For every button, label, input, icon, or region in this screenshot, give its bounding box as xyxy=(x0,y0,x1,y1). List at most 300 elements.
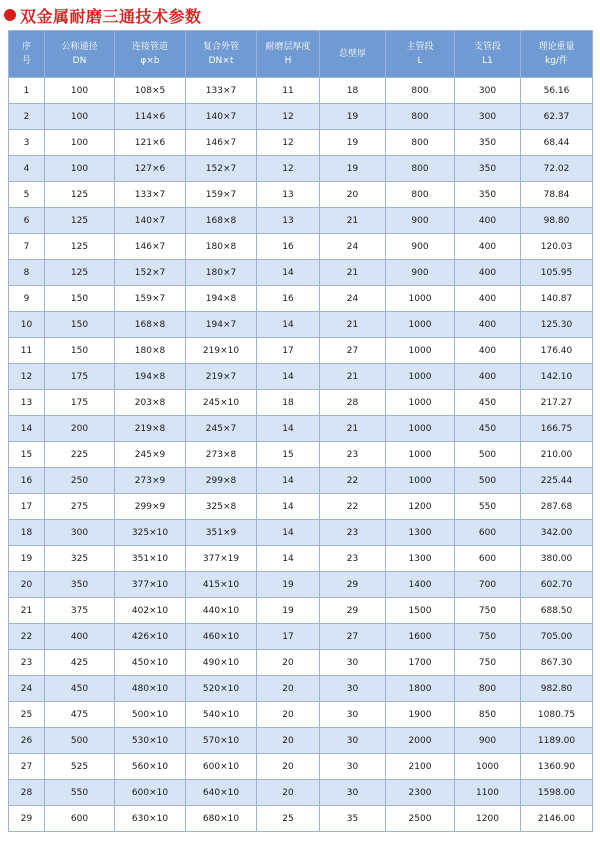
table-cell: 630×10 xyxy=(115,806,186,832)
table-cell: 800 xyxy=(386,156,455,182)
table-cell: 29 xyxy=(9,806,45,832)
table-cell: 275 xyxy=(45,494,115,520)
table-cell: 400 xyxy=(455,364,521,390)
column-header-line1: 复合外管 xyxy=(202,42,239,52)
table-cell: 400 xyxy=(455,234,521,260)
table-cell: 475 xyxy=(45,702,115,728)
table-cell: 2100 xyxy=(386,754,455,780)
table-cell: 125 xyxy=(45,208,115,234)
table-cell: 19 xyxy=(9,546,45,572)
column-header-line2: DN xyxy=(72,56,87,66)
table-cell: 168×8 xyxy=(186,208,257,234)
table-cell: 300 xyxy=(455,78,521,104)
column-header-line1: 主管段 xyxy=(406,42,434,52)
column-header-line1: 序 xyxy=(21,42,31,52)
table-cell: 18 xyxy=(320,78,386,104)
table-cell: 20 xyxy=(257,650,320,676)
table-cell: 1000 xyxy=(386,312,455,338)
table-cell: 299×8 xyxy=(186,468,257,494)
table-cell: 68.44 xyxy=(521,130,593,156)
table-cell: 152×7 xyxy=(186,156,257,182)
column-header-line2: kg/件 xyxy=(545,56,568,66)
column-header xyxy=(320,31,386,78)
table-cell: 900 xyxy=(386,208,455,234)
table-cell: 35 xyxy=(320,806,386,832)
table-row xyxy=(9,806,593,832)
table-row xyxy=(9,598,593,624)
table-cell: 400 xyxy=(455,286,521,312)
table-cell: 12 xyxy=(257,156,320,182)
table-cell: 14 xyxy=(257,260,320,286)
table-cell: 425 xyxy=(45,650,115,676)
table-cell: 520×10 xyxy=(186,676,257,702)
table-cell: 20 xyxy=(257,754,320,780)
table-cell: 19 xyxy=(320,130,386,156)
table-cell: 78.84 xyxy=(521,182,593,208)
table-cell: 250 xyxy=(45,468,115,494)
table-cell: 100 xyxy=(45,78,115,104)
table-cell: 125 xyxy=(45,234,115,260)
table-cell: 1200 xyxy=(455,806,521,832)
table-cell: 28 xyxy=(9,780,45,806)
table-cell: 245×7 xyxy=(186,416,257,442)
table-cell: 121×6 xyxy=(115,130,186,156)
table-cell: 1000 xyxy=(386,468,455,494)
table-row xyxy=(9,104,593,130)
table-cell: 219×7 xyxy=(186,364,257,390)
table-cell: 72.02 xyxy=(521,156,593,182)
table-cell: 21 xyxy=(9,598,45,624)
table-row xyxy=(9,364,593,390)
table-cell: 460×10 xyxy=(186,624,257,650)
table-cell: 98.80 xyxy=(521,208,593,234)
table-cell: 350 xyxy=(455,130,521,156)
table-cell: 14 xyxy=(257,468,320,494)
table-cell: 342.00 xyxy=(521,520,593,546)
table-cell: 380.00 xyxy=(521,546,593,572)
column-header-line1: 支管段 xyxy=(473,42,501,52)
bullet-icon xyxy=(4,9,16,21)
table-cell: 25 xyxy=(257,806,320,832)
table-cell: 105.95 xyxy=(521,260,593,286)
table-cell: 500×10 xyxy=(115,702,186,728)
table-cell: 450 xyxy=(455,416,521,442)
table-cell: 800 xyxy=(386,78,455,104)
table-cell: 500 xyxy=(45,728,115,754)
table-cell: 525 xyxy=(45,754,115,780)
column-header xyxy=(115,31,186,78)
table-cell: 30 xyxy=(320,754,386,780)
table-cell: 688.50 xyxy=(521,598,593,624)
table-cell: 1000 xyxy=(386,390,455,416)
table-row xyxy=(9,390,593,416)
table-cell: 500 xyxy=(455,468,521,494)
table-cell: 3 xyxy=(9,130,45,156)
table-cell: 30 xyxy=(320,650,386,676)
table-cell: 150 xyxy=(45,338,115,364)
table-cell: 20 xyxy=(9,572,45,598)
table-cell: 602.70 xyxy=(521,572,593,598)
table-cell: 325×8 xyxy=(186,494,257,520)
table-row xyxy=(9,494,593,520)
table-cell: 450 xyxy=(455,390,521,416)
table-cell: 210.00 xyxy=(521,442,593,468)
table-row xyxy=(9,130,593,156)
table-cell: 450 xyxy=(45,676,115,702)
table-cell: 100 xyxy=(45,104,115,130)
table-header-row xyxy=(9,31,593,78)
table-row xyxy=(9,754,593,780)
table-cell: 159×7 xyxy=(186,182,257,208)
table-cell: 16 xyxy=(257,286,320,312)
table-cell: 300 xyxy=(45,520,115,546)
table-cell: 1800 xyxy=(386,676,455,702)
table-cell: 1600 xyxy=(386,624,455,650)
table-cell: 900 xyxy=(455,728,521,754)
table-cell: 1000 xyxy=(386,338,455,364)
column-header-line1: 总壁厚 xyxy=(338,49,366,59)
table-cell: 22 xyxy=(9,624,45,650)
table-cell: 20 xyxy=(257,702,320,728)
table-cell: 700 xyxy=(455,572,521,598)
table-cell: 550 xyxy=(45,780,115,806)
table-cell: 6 xyxy=(9,208,45,234)
table-cell: 219×10 xyxy=(186,338,257,364)
table-cell: 440×10 xyxy=(186,598,257,624)
table-cell: 20 xyxy=(257,676,320,702)
table-cell: 2146.00 xyxy=(521,806,593,832)
table-cell: 800 xyxy=(386,182,455,208)
table-cell: 273×9 xyxy=(115,468,186,494)
table-row xyxy=(9,780,593,806)
table-cell: 142.10 xyxy=(521,364,593,390)
table-cell: 750 xyxy=(455,624,521,650)
table-cell: 350 xyxy=(455,182,521,208)
table-cell: 8 xyxy=(9,260,45,286)
table-cell: 402×10 xyxy=(115,598,186,624)
table-cell: 159×7 xyxy=(115,286,186,312)
table-cell: 17 xyxy=(9,494,45,520)
table-cell: 180×8 xyxy=(115,338,186,364)
table-cell: 13 xyxy=(257,182,320,208)
table-cell: 29 xyxy=(320,572,386,598)
table-cell: 19 xyxy=(320,156,386,182)
table-cell: 1000 xyxy=(386,364,455,390)
table-cell: 351×9 xyxy=(186,520,257,546)
table-cell: 10 xyxy=(9,312,45,338)
table-cell: 29 xyxy=(320,598,386,624)
table-cell: 750 xyxy=(455,598,521,624)
table-cell: 146×7 xyxy=(115,234,186,260)
table-cell: 867.30 xyxy=(521,650,593,676)
table-cell: 14 xyxy=(257,312,320,338)
table-cell: 23 xyxy=(320,442,386,468)
table-cell: 5 xyxy=(9,182,45,208)
table-row xyxy=(9,728,593,754)
table-row xyxy=(9,260,593,286)
table-cell: 30 xyxy=(320,702,386,728)
table-cell: 750 xyxy=(455,650,521,676)
table-cell: 27 xyxy=(320,624,386,650)
table-cell: 140×7 xyxy=(115,208,186,234)
table-cell: 100 xyxy=(45,130,115,156)
table-cell: 350 xyxy=(455,156,521,182)
table-cell: 400 xyxy=(45,624,115,650)
table-cell: 900 xyxy=(386,234,455,260)
table-cell: 217.27 xyxy=(521,390,593,416)
table-cell: 1700 xyxy=(386,650,455,676)
table-cell: 17 xyxy=(257,624,320,650)
table-cell: 640×10 xyxy=(186,780,257,806)
table-cell: 127×6 xyxy=(115,156,186,182)
table-row xyxy=(9,572,593,598)
table-cell: 273×8 xyxy=(186,442,257,468)
table-cell: 140.87 xyxy=(521,286,593,312)
table-cell: 600×10 xyxy=(115,780,186,806)
table-cell: 7 xyxy=(9,234,45,260)
table-cell: 1598.00 xyxy=(521,780,593,806)
table-cell: 150 xyxy=(45,286,115,312)
table-cell: 1200 xyxy=(386,494,455,520)
table-cell: 27 xyxy=(9,754,45,780)
column-header-line2: DN×t xyxy=(208,56,234,66)
table-cell: 351×10 xyxy=(115,546,186,572)
table-cell: 19 xyxy=(257,572,320,598)
table-cell: 245×10 xyxy=(186,390,257,416)
title-bar xyxy=(0,0,600,30)
table-cell: 21 xyxy=(320,260,386,286)
table-cell: 22 xyxy=(320,494,386,520)
table-cell: 415×10 xyxy=(186,572,257,598)
table-cell: 1 xyxy=(9,78,45,104)
table-cell: 133×7 xyxy=(186,78,257,104)
table-cell: 1000 xyxy=(386,286,455,312)
table-cell: 152×7 xyxy=(115,260,186,286)
table-row xyxy=(9,286,593,312)
table-cell: 23 xyxy=(9,650,45,676)
table-cell: 540×10 xyxy=(186,702,257,728)
table-cell: 21 xyxy=(320,364,386,390)
table-cell: 13 xyxy=(9,390,45,416)
table-cell: 146×7 xyxy=(186,130,257,156)
table-cell: 133×7 xyxy=(115,182,186,208)
table-cell: 350 xyxy=(45,572,115,598)
table-cell: 400 xyxy=(455,208,521,234)
spec-table xyxy=(8,30,593,832)
table-cell: 4 xyxy=(9,156,45,182)
table-cell: 17 xyxy=(257,338,320,364)
table-cell: 140×7 xyxy=(186,104,257,130)
table-cell: 30 xyxy=(320,780,386,806)
table-cell: 175 xyxy=(45,364,115,390)
table-cell: 27 xyxy=(320,338,386,364)
table-cell: 30 xyxy=(320,676,386,702)
table-cell: 30 xyxy=(320,728,386,754)
table-cell: 560×10 xyxy=(115,754,186,780)
table-cell: 150 xyxy=(45,312,115,338)
table-row xyxy=(9,338,593,364)
table-cell: 1000 xyxy=(386,442,455,468)
table-cell: 225.44 xyxy=(521,468,593,494)
table-row xyxy=(9,312,593,338)
table-cell: 377×19 xyxy=(186,546,257,572)
table-cell: 108×5 xyxy=(115,78,186,104)
table-cell: 11 xyxy=(9,338,45,364)
table-cell: 15 xyxy=(9,442,45,468)
table-cell: 12 xyxy=(257,130,320,156)
column-header-line2: H xyxy=(284,56,292,66)
table-cell: 19 xyxy=(257,598,320,624)
table-cell: 16 xyxy=(9,468,45,494)
table-cell: 325×10 xyxy=(115,520,186,546)
table-cell: 287.68 xyxy=(521,494,593,520)
table-cell: 299×9 xyxy=(115,494,186,520)
table-cell: 20 xyxy=(257,780,320,806)
table-cell: 203×8 xyxy=(115,390,186,416)
table-cell: 500 xyxy=(455,442,521,468)
table-row xyxy=(9,546,593,572)
table-cell: 21 xyxy=(320,208,386,234)
table-cell: 245×9 xyxy=(115,442,186,468)
table-cell: 23 xyxy=(320,546,386,572)
table-cell: 800 xyxy=(455,676,521,702)
table-cell: 400 xyxy=(455,312,521,338)
table-cell: 1300 xyxy=(386,546,455,572)
table-cell: 24 xyxy=(320,234,386,260)
table-cell: 194×7 xyxy=(186,312,257,338)
table-cell: 16 xyxy=(257,234,320,260)
table-cell: 14 xyxy=(257,520,320,546)
table-cell: 120.03 xyxy=(521,234,593,260)
table-cell: 490×10 xyxy=(186,650,257,676)
table-cell: 219×8 xyxy=(115,416,186,442)
table-cell: 20 xyxy=(320,182,386,208)
table-cell: 26 xyxy=(9,728,45,754)
column-header xyxy=(455,31,521,78)
table-cell: 2 xyxy=(9,104,45,130)
table-cell: 1000 xyxy=(386,416,455,442)
table-cell: 400 xyxy=(455,260,521,286)
table-cell: 11 xyxy=(257,78,320,104)
table-cell: 1300 xyxy=(386,520,455,546)
table-cell: 62.37 xyxy=(521,104,593,130)
table-row xyxy=(9,78,593,104)
table-cell: 56.16 xyxy=(521,78,593,104)
table-cell: 175 xyxy=(45,390,115,416)
table-cell: 600 xyxy=(45,806,115,832)
table-cell: 24 xyxy=(9,676,45,702)
table-cell: 100 xyxy=(45,156,115,182)
table-row xyxy=(9,702,593,728)
table-cell: 125 xyxy=(45,182,115,208)
table-cell: 1100 xyxy=(455,780,521,806)
table-row xyxy=(9,234,593,260)
column-header-line1: 理论重量 xyxy=(538,42,575,52)
table-row xyxy=(9,442,593,468)
table-cell: 12 xyxy=(9,364,45,390)
column-header-line2: φ×b xyxy=(140,56,160,66)
table-cell: 570×10 xyxy=(186,728,257,754)
table-cell: 18 xyxy=(9,520,45,546)
table-cell: 25 xyxy=(9,702,45,728)
table-cell: 200 xyxy=(45,416,115,442)
table-cell: 18 xyxy=(257,390,320,416)
table-cell: 166.75 xyxy=(521,416,593,442)
column-header-line2: 号 xyxy=(21,56,31,66)
table-cell: 426×10 xyxy=(115,624,186,650)
column-header xyxy=(9,31,45,78)
table-cell: 168×8 xyxy=(115,312,186,338)
table-cell: 21 xyxy=(320,312,386,338)
table-cell: 14 xyxy=(257,364,320,390)
table-row xyxy=(9,208,593,234)
table-cell: 480×10 xyxy=(115,676,186,702)
table-cell: 600×10 xyxy=(186,754,257,780)
table-cell: 176.40 xyxy=(521,338,593,364)
column-header xyxy=(386,31,455,78)
table-cell: 375 xyxy=(45,598,115,624)
table-cell: 325 xyxy=(45,546,115,572)
column-header xyxy=(45,31,115,78)
table-cell: 982.80 xyxy=(521,676,593,702)
table-cell: 13 xyxy=(257,208,320,234)
table-cell: 900 xyxy=(386,260,455,286)
table-cell: 800 xyxy=(386,104,455,130)
table-cell: 600 xyxy=(455,546,521,572)
table-cell: 194×8 xyxy=(115,364,186,390)
table-cell: 21 xyxy=(320,416,386,442)
column-header-line1: 耐磨层厚度 xyxy=(265,42,311,52)
table-cell: 194×8 xyxy=(186,286,257,312)
table-cell: 1000 xyxy=(455,754,521,780)
table-cell: 15 xyxy=(257,442,320,468)
column-header-line2: L1 xyxy=(482,56,493,66)
table-cell: 300 xyxy=(455,104,521,130)
column-header-line1: 连接管道 xyxy=(131,42,168,52)
table-row xyxy=(9,676,593,702)
table-cell: 2500 xyxy=(386,806,455,832)
page-title: 双金属耐磨三通技术参数 xyxy=(20,6,202,26)
table-cell: 550 xyxy=(455,494,521,520)
column-header xyxy=(521,31,593,78)
column-header-line2: L xyxy=(417,56,423,66)
table-cell: 377×10 xyxy=(115,572,186,598)
table-cell: 28 xyxy=(320,390,386,416)
table-cell: 1900 xyxy=(386,702,455,728)
table-cell: 180×7 xyxy=(186,260,257,286)
table-cell: 850 xyxy=(455,702,521,728)
table-cell: 125.30 xyxy=(521,312,593,338)
table-row xyxy=(9,156,593,182)
table-row xyxy=(9,468,593,494)
table-cell: 14 xyxy=(9,416,45,442)
table-row xyxy=(9,416,593,442)
table-cell: 125 xyxy=(45,260,115,286)
table-cell: 12 xyxy=(257,104,320,130)
table-row xyxy=(9,624,593,650)
table-row xyxy=(9,520,593,546)
table-cell: 180×8 xyxy=(186,234,257,260)
table-cell: 114×6 xyxy=(115,104,186,130)
table-cell: 23 xyxy=(320,520,386,546)
table-cell: 680×10 xyxy=(186,806,257,832)
table-cell: 14 xyxy=(257,416,320,442)
column-header-line1: 公称通径 xyxy=(61,42,98,52)
table-cell: 22 xyxy=(320,468,386,494)
table-cell: 1080.75 xyxy=(521,702,593,728)
table-cell: 530×10 xyxy=(115,728,186,754)
table-cell: 400 xyxy=(455,338,521,364)
